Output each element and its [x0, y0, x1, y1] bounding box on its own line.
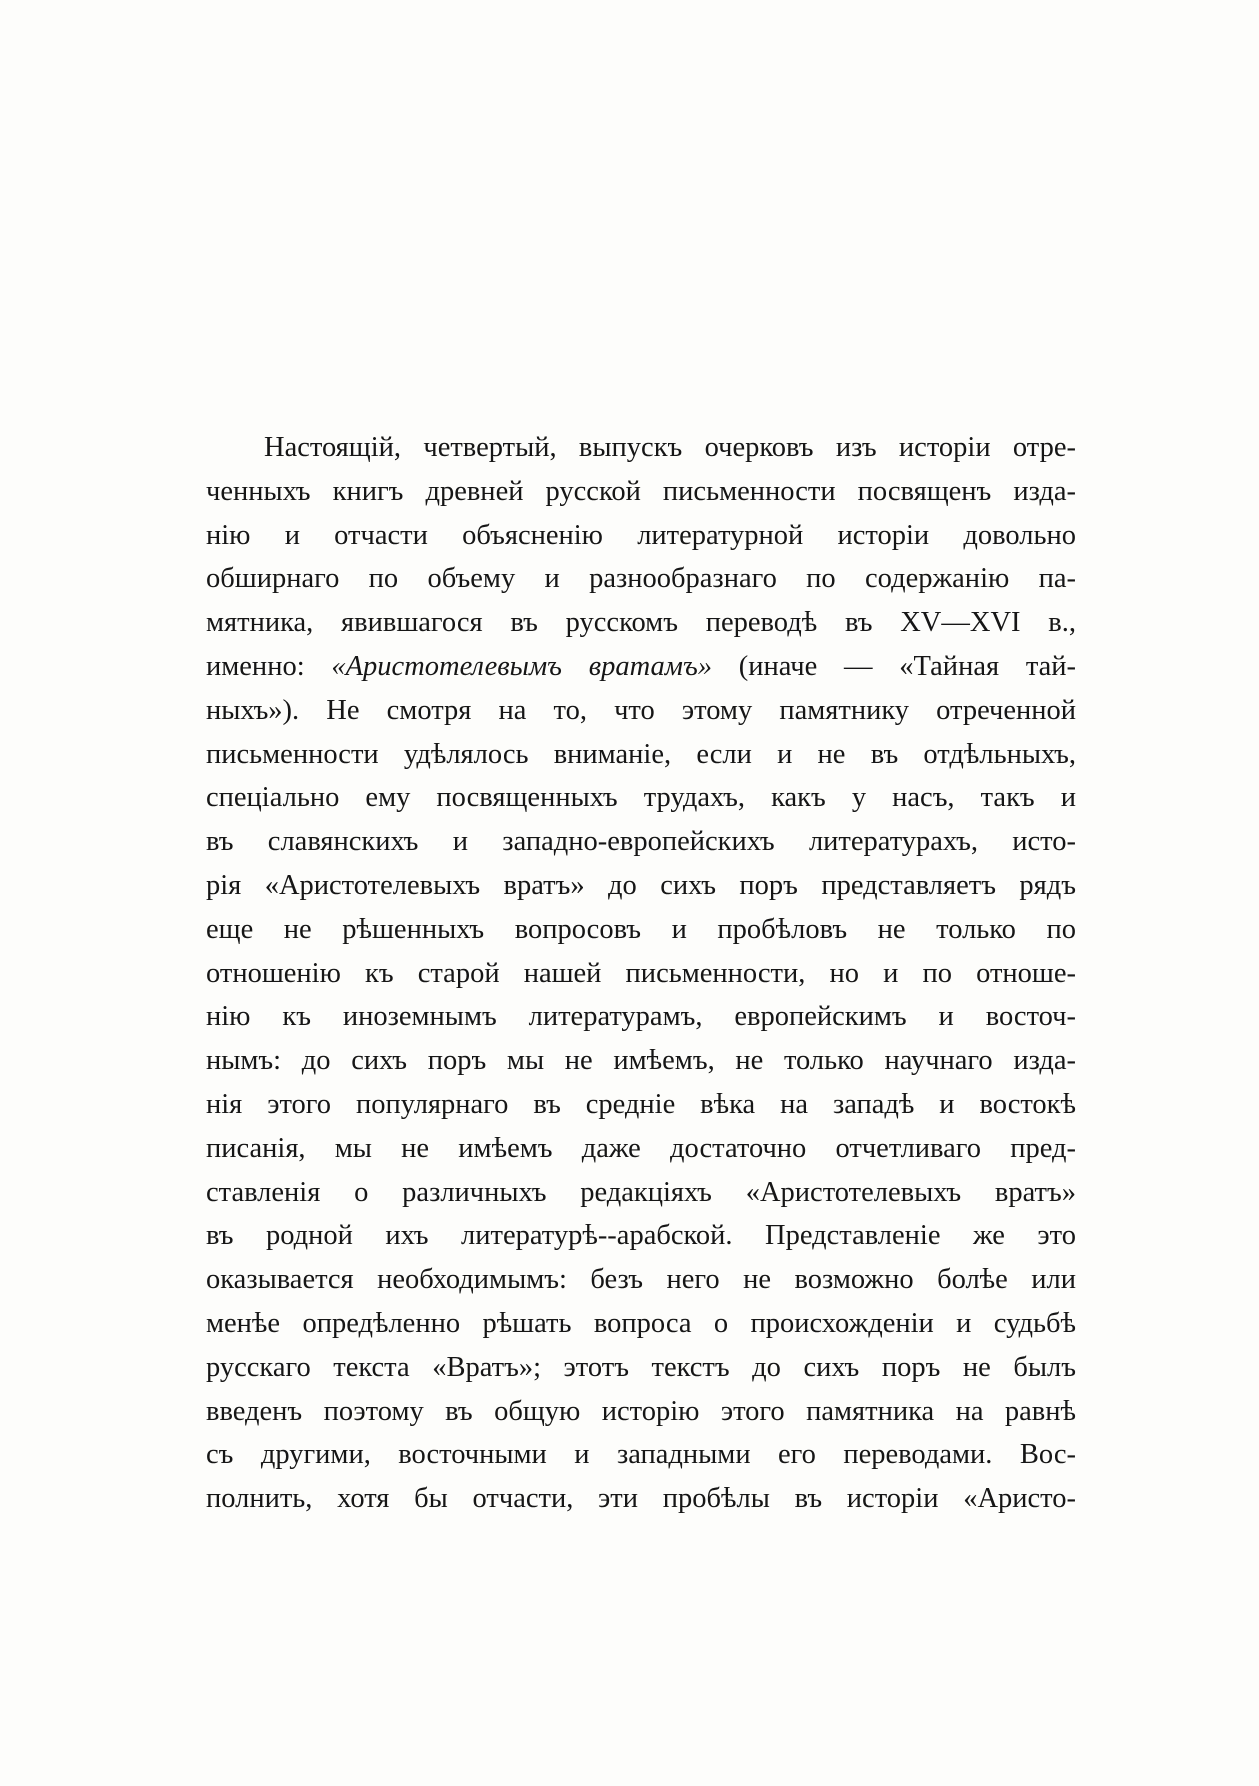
text-line: [206, 645, 1076, 689]
text-line: письменности удѣлялось вниманіе, если и не въ отдѣльныхъ,: [206, 738, 1076, 770]
text-line: обширнаго по объему и разнообразнаго по содержанію па-: [206, 563, 1076, 595]
text-line: введенъ поэтому въ общую исторію этого памятника на равнѣ: [206, 1395, 1076, 1427]
italic-title: «Аристотелевымъ вратамъ»: [331, 650, 712, 682]
text-line: въ родной ихъ литературѣ--арабской. Представленіе же это: [206, 1220, 1076, 1252]
text-line: полнить, хотя бы отчасти, эти пробѣлы въ исторіи «Аристо-: [206, 1483, 1076, 1515]
text-line: Настоящій, четвертый, выпускъ очерковъ изъ исторіи отре-: [264, 432, 1076, 463]
body-paragraph: [206, 426, 1076, 1521]
text-line: спеціально ему посвященныхъ трудахъ, какъ у насъ, такъ и: [206, 782, 1076, 814]
text-segment: (иначе — «Тайная тай-: [712, 650, 1077, 682]
text-line: еще не рѣшенныхъ вопросовъ и пробѣловъ не только по: [206, 913, 1076, 945]
text-line: нымъ: до сихъ поръ мы не имѣемъ, не только научнаго изда-: [206, 1045, 1076, 1077]
text-line: рія «Аристотелевыхъ вратъ» до сихъ поръ представляетъ рядъ: [206, 869, 1076, 901]
text-line: съ другими, восточными и западными его переводами. Вос-: [206, 1439, 1076, 1471]
text-line: мятника, явившагося въ русскомъ переводѣ въ XV—XVI в.,: [206, 607, 1076, 639]
text-segment: именно:: [206, 650, 332, 682]
text-line: оказывается необходимымъ: безъ него не возможно болѣе или: [206, 1264, 1076, 1296]
text-line: ныхъ»). Не смотря на то, что этому памятнику отреченной: [206, 694, 1076, 726]
text-line: менѣе опредѣленно рѣшать вопроса о происхожденіи и судьбѣ: [206, 1307, 1076, 1339]
text-line: нія этого популярнаго въ средніе вѣка на западѣ и востокѣ: [206, 1088, 1076, 1120]
text-line: въ славянскихъ и западно-европейскихъ литературахъ, исто-: [206, 826, 1076, 858]
text-line: ставленія о различныхъ редакціяхъ «Аристотелевыхъ вратъ»: [206, 1176, 1076, 1208]
text-line: писанія, мы не имѣемъ даже достаточно отчетливаго пред-: [206, 1132, 1076, 1164]
text-line: русскаго текста «Вратъ»; этотъ текстъ до сихъ поръ не былъ: [206, 1351, 1076, 1383]
text-line: нію и отчасти объясненію литературной исторіи довольно: [206, 519, 1076, 551]
text-line: отношенію къ старой нашей письменности, но и по отноше-: [206, 957, 1076, 989]
text-line: ченныхъ книгъ древней русской письменности посвященъ изда-: [206, 475, 1076, 507]
text-line: нію къ иноземнымъ литературамъ, европейскимъ и восточ-: [206, 1001, 1076, 1033]
